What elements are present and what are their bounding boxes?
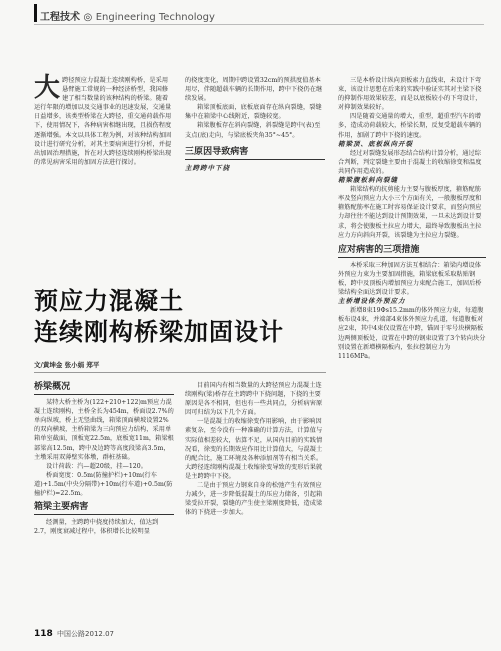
col-a-para: 某特大桥主桥为(122+210+122)m预应力混凝土连续刚构，主桥全长为454m，桥面设2.7%的单向纵坡，桥上无竖曲线，箱梁顶面横坡设置2%的双向横坡，主桥箱梁为三向预应力结构，采用单箱单室截面，顶板宽22.5m，底板宽11m，箱梁根部梁高12.5m，跨中及边跨等高度段梁高3.5m，主墩采用双薄壁实体墩，群桩基础。 [34,399,174,461]
col-b-para: 的挠度变化，周期中跨设置32cm的预拱度值基本用尽，伴随超载车辆的长期作用，跨中下挠仍在继续发展。 [185,77,323,103]
col-b-para: 二是由于预应力钢束自身的松弛产生有效预应力减少，进一步降低混凝土的压应力储备，引起箱梁受拉开裂，裂缝的产生使主梁刚度降低，造成梁体的下挠进一步加大。 [185,482,323,517]
header-rule [34,24,484,25]
page-footer [34,629,114,639]
col-c-para: 经过对裂缝发展形态结合结构计算分析，通过综合判断，判定裂缝主要由于混凝土的收缩徐变和温度共同作用造成的。 [338,149,482,175]
dropcap: 大 [34,73,61,103]
column-c [338,76,486,361]
header-bar [34,4,37,22]
col-c-para: 箱梁结构的抗剪能力主要与腹板厚度，箍筋配筋率及竖向预应力大小三个方面有关，一般腹板厚度和箍筋配筋率在施工时容易保证设计要求，而竖向预应力却往往不能达到设计预期效果，一旦未达到设计要求，将会使腹板主拉应力增大，最终导致腹板出主拉应力方向斜向开裂，该裂缝为主拉应力裂缝。 [338,186,482,239]
title-line-2: 连续刚构桥梁加固设计 [34,317,284,346]
col-c-para: 本桥采取三种加固方法互相结合：箱梁内增设体外预应力束为主要加固措施，箱梁底板采取粘贴钢板，跨中及顶板内增加预应力束配合施工，加固后桥梁结构全面达到设计要求。 [338,261,482,297]
sub-heading: 箱梁顶、底板纵向开裂 [338,139,413,148]
header-en: Engineering Technology [95,12,215,23]
col-a-para: 设计荷载：汽—超20级，挂—120。 [46,462,148,470]
header-sep: ◎ [83,12,93,23]
col-b-para: 箱梁顶板底面，底板底面存在纵向裂缝，裂缝集中在箱梁中心线附近，裂缝较宽。 [185,104,322,121]
column-a-bottom [34,383,174,536]
col-b-para: 一是混凝土的收缩徐变作用影响，由于影响因素复杂，至今没有一种准确的计算方法，计算值与实际值相差较大，估算不足，从国内目前的实践情况看，徐变的长期效应作用比计算值大，与混凝土的配合比，施工环境及各种添加剂等有相当关系。大跨径连续刚构混凝土收缩徐变导致的变形后果就是主跨跨中下挠。 [185,418,323,480]
section-heading: 三原因导致病害 [185,148,325,160]
sub-heading: 主跨跨中下挠 [185,163,230,172]
authors: 文/黄坤金 张小娟 郑平 [34,361,100,369]
col-c-para: 三是本桥设计纵向顶板索力直线束，未设计下弯束，该设计思想在后来的实践中验证实其对主梁下挠的抑制作用效果较差，而是以底板较小的下弯设计，对抑制效果较好。 [338,77,482,112]
sub-heading: 箱梁腹板斜向裂缝 [338,176,398,185]
section-heading: 应对病害的三项措施 [338,246,486,258]
section-heading: 桥梁概况 [34,383,174,395]
title-rule [34,372,326,373]
column-b-bottom [185,381,325,517]
page-number: 118 [34,629,53,639]
col-b-para: 箱梁腹板存在斜向裂缝，斜裂缝是跨中(表)至支点(底)走向，与梁底板夹角35°~45°。 [185,122,321,139]
title-line-1: 预应力混凝土 [34,286,184,315]
header-cn: 工程技术 [40,12,80,23]
journal-issue: 中国公路2012.07 [57,630,114,638]
col-a-para: 经测量，主跨跨中挠度持续加大，值达到2.7，刚度衰减过程中，体积增长比较明显 [34,519,159,536]
col-b-para: 目前国内有相当数量的大跨径预应力混凝土连续刚构(梁)桥存在主跨跨中下挠问题，下挠的主要原因是各不相同，但也有一些共同点，分析病害原因可归结为以下几个方面。 [185,382,323,417]
col-c-para: 四是随着交通量的增大，重型，超重型汽车的增多，造成动荷载较大，桥梁长期，反复受超载车辆的作用，加剧了跨中下挠的速度。 [338,113,482,139]
col-a-para: 桥面宽度：0.5m(防撞护栏)+10m(行车道)+1.5m(中央分隔带)+10m(行车道)+0.5m(防撞护栏)=22.5m。 [34,471,173,498]
lead-paragraph [34,73,174,167]
sub-heading: 主桥增设体外预应力 [338,297,406,306]
section-header [40,8,215,23]
article-title [34,285,284,347]
section-heading: 箱梁主要病害 [34,503,174,515]
col-c-para: 新增8束19Φs15.2mm的体外预应力束，每道腹板布设4束，并端部4束体外预应力孔道，每道腹板对应2束，其中4束仅设置在中跨，锚固于零号块横隔板边两侧顶板处，设置在中跨的钢束设置了3个转向块分别设置在新增横隔板内，张拉控制应力为1116MPa。 [338,307,486,360]
lead-text: 跨径预应力混凝土连续刚构桥，是采用悬臂施工常规的一种经济桥型，我国修建了相当数量的该种结构的桥梁。随着运行年限的增加以及交通事业的迅速发展，交通量日益增多，该类型桥梁在大跨径，重交通荷载作用下，使用情况下，各种病害相继出现，且损伤程度逐渐增强。本文以具体工程为例，对该种结构加固设计进行研究分析，对其主要病害进行分析，并提出加固治理措施，旨在对大跨径连续刚构桥梁出现的常见病害采用的加固方法进行探讨。 [34,77,172,166]
column-b-top [185,76,325,173]
